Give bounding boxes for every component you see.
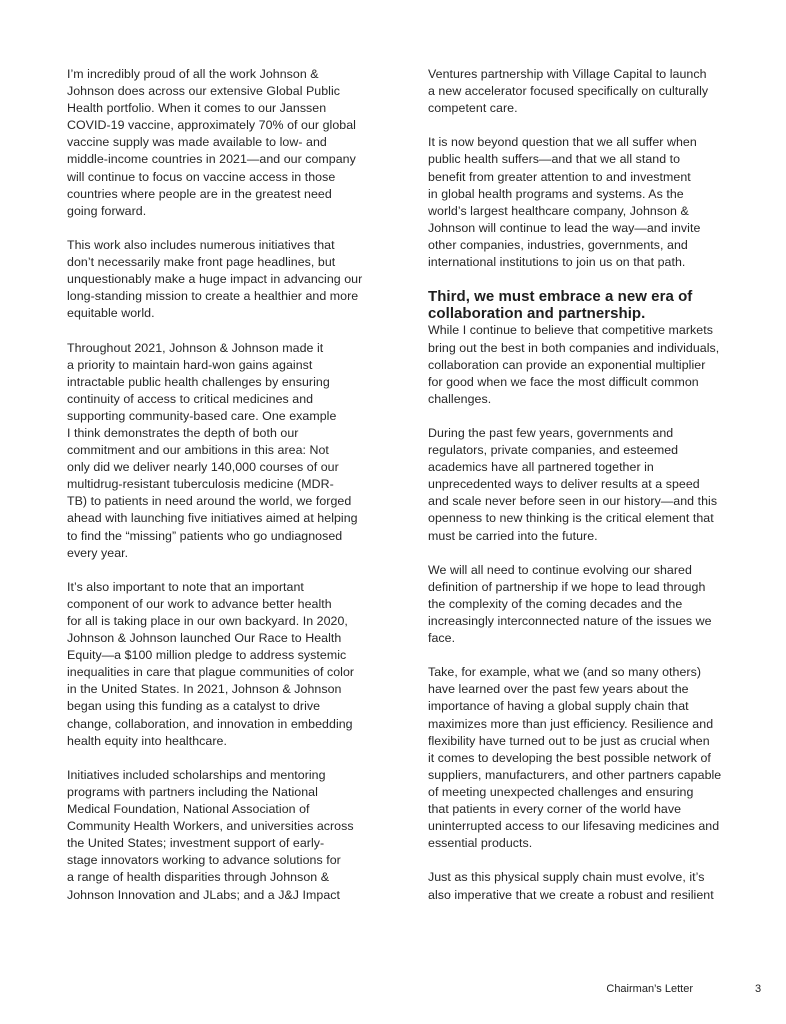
text-line: While I continue to believe that competitive markets bbox=[428, 323, 713, 338]
text-line: vaccine supply was made available to low- and bbox=[67, 135, 327, 150]
text-line: programs with partners including the National bbox=[67, 784, 318, 799]
text-line: Johnson will continue to lead the way—and invite bbox=[428, 220, 701, 235]
text-line: stage innovators working to advance solutions for bbox=[67, 853, 341, 868]
paragraph bbox=[428, 134, 728, 271]
text-line: inequalities in care that plague communities of color bbox=[67, 665, 355, 680]
text-line: definition of partnership if we hope to lead through bbox=[428, 579, 706, 594]
text-line: international institutions to join us on that path. bbox=[428, 255, 686, 270]
text-line: also imperative that we create a robust and resilient bbox=[428, 887, 714, 902]
text-line: suppliers, manufacturers, and other partners capable bbox=[428, 767, 722, 782]
paragraph bbox=[67, 767, 397, 904]
text-line: multidrug-resistant tuberculosis medicine (MDR- bbox=[67, 477, 334, 492]
text-line: equitable world. bbox=[67, 306, 155, 321]
text-line: middle-income countries in 2021—and our company bbox=[67, 152, 356, 167]
text-line: challenges. bbox=[428, 391, 492, 406]
text-line: I think demonstrates the depth of both our bbox=[67, 425, 299, 440]
text-line: countries where people are in the greatest need bbox=[67, 186, 332, 201]
text-line: Ventures partnership with Village Capital to launch bbox=[428, 67, 707, 81]
text-line: health equity into healthcare. bbox=[67, 733, 227, 748]
text-line: to find the “missing” patients who go undiagnosed bbox=[67, 528, 343, 543]
text-line: change, collaboration, and innovation in embedding bbox=[67, 716, 353, 731]
text-line: maximizes more than just efficiency. Resilience and bbox=[428, 716, 714, 731]
text-line: have learned over the past few years about the bbox=[428, 682, 689, 697]
text-line: unquestionably make a huge impact in advancing our bbox=[67, 272, 363, 287]
text-line: a new accelerator focused specifically on culturally bbox=[428, 84, 709, 99]
text-line: commitment and our ambitions in this area: Not bbox=[67, 443, 329, 458]
text-line: don’t necessarily make front page headlines, but bbox=[67, 255, 336, 270]
text-line: This work also includes numerous initiatives that bbox=[67, 237, 335, 252]
paragraph-spacer bbox=[428, 117, 728, 134]
text-line: importance of having a global supply chain that bbox=[428, 699, 689, 714]
text-line: It’s also important to note that an important bbox=[67, 579, 304, 594]
text-line: it comes to developing the best possible network of bbox=[428, 750, 711, 765]
text-line: for good when we face the most difficult common bbox=[428, 374, 699, 389]
text-line: benefit from greater attention to and investment bbox=[428, 169, 691, 184]
left-column bbox=[67, 66, 397, 904]
text-line: must be carried into the future. bbox=[428, 528, 598, 543]
text-line: will continue to focus on vaccine access in those bbox=[67, 169, 336, 184]
text-line: bring out the best in both companies and individuals, bbox=[428, 340, 720, 355]
text-line: We will all need to continue evolving our shared bbox=[428, 562, 692, 577]
text-line: collaboration can provide an exponential multiplier bbox=[428, 357, 706, 372]
text-line: that patients in every corner of the world have bbox=[428, 802, 682, 817]
paragraph bbox=[67, 579, 397, 750]
text-line: Take, for example, what we (and so many others) bbox=[428, 665, 702, 680]
text-line: Equity—a $100 million pledge to address systemic bbox=[67, 648, 347, 663]
text-line: only did we deliver nearly 140,000 courses of our bbox=[67, 460, 339, 475]
right-column bbox=[428, 66, 728, 904]
text-line: COVID-19 vaccine, approximately 70% of our global bbox=[67, 118, 356, 133]
text-line: increasingly interconnected nature of the issues we bbox=[428, 614, 712, 628]
text-line: TB) to patients in need around the world, we forged bbox=[67, 494, 352, 509]
text-line: for all is taking place in our own backyard. In 2020, bbox=[67, 614, 348, 628]
text-line: in global health programs and systems. As the bbox=[428, 186, 684, 201]
text-line: supporting community-based care. One example bbox=[67, 408, 337, 423]
heading-line: Third, we must embrace a new era of bbox=[428, 288, 693, 306]
paragraph bbox=[428, 869, 728, 903]
paragraph-spacer bbox=[428, 545, 728, 562]
text-line: Community Health Workers, and universities across bbox=[67, 819, 354, 834]
text-line: of meeting unexpected challenges and ensuring bbox=[428, 784, 694, 799]
text-line: and scale never before seen in our history—and this bbox=[428, 494, 718, 509]
paragraph-spacer bbox=[67, 562, 397, 579]
paragraph bbox=[428, 66, 728, 117]
section-heading bbox=[428, 288, 728, 322]
text-line: essential products. bbox=[428, 836, 533, 851]
page-number: 3 bbox=[755, 983, 762, 995]
text-line: public health suffers—and that we all stand to bbox=[428, 152, 681, 167]
text-line: Just as this physical supply chain must evolve, it’s bbox=[428, 870, 705, 885]
paragraph bbox=[428, 562, 728, 647]
text-line: a priority to maintain hard-won gains against bbox=[67, 357, 313, 372]
text-line: other companies, industries, governments, and bbox=[428, 237, 688, 252]
text-line: Health portfolio. When it comes to our Janssen bbox=[67, 101, 327, 116]
text-line: I’m incredibly proud of all the work Johnson & bbox=[67, 67, 319, 81]
paragraph bbox=[428, 322, 728, 407]
text-line: During the past few years, governments and bbox=[428, 425, 674, 440]
text-line: began using this funding as a catalyst to drive bbox=[67, 699, 321, 714]
paragraph bbox=[67, 237, 397, 322]
text-line: Johnson & Johnson launched Our Race to Health bbox=[67, 631, 342, 646]
paragraph-spacer bbox=[428, 647, 728, 664]
paragraph-spacer bbox=[428, 271, 728, 288]
text-line: It is now beyond question that we all suffer when bbox=[428, 135, 697, 150]
text-line: Johnson does across our extensive Global Public bbox=[67, 84, 341, 99]
text-line: face. bbox=[428, 631, 456, 646]
paragraph bbox=[428, 425, 728, 545]
text-line: in the United States. In 2021, Johnson & Johnson bbox=[67, 682, 342, 697]
text-line: Initiatives included scholarships and mentoring bbox=[67, 767, 326, 782]
text-line: the complexity of the coming decades and the bbox=[428, 596, 683, 611]
text-line: unprecedented ways to deliver results at a speed bbox=[428, 477, 700, 492]
paragraph-spacer bbox=[428, 408, 728, 425]
footer-section-title: Chairman’s Letter bbox=[606, 983, 693, 995]
paragraph-spacer bbox=[428, 852, 728, 869]
text-line: world’s largest healthcare company, Johnson & bbox=[428, 203, 689, 218]
text-line: openness to new thinking is the critical element that bbox=[428, 511, 714, 526]
paragraph bbox=[67, 66, 397, 220]
text-line: academics have all partnered together in bbox=[428, 460, 654, 475]
text-line: flexibility have turned out to be just as crucial when bbox=[428, 733, 710, 748]
paragraph-spacer bbox=[67, 322, 397, 339]
text-line: going forward. bbox=[67, 203, 147, 218]
text-line: continuity of access to critical medicines and bbox=[67, 391, 314, 406]
text-line: the United States; investment support of early- bbox=[67, 836, 325, 851]
text-line: long-standing mission to create a healthier and more bbox=[67, 289, 359, 304]
text-line: component of our work to advance better health bbox=[67, 596, 332, 611]
text-line: ahead with launching five initiatives aimed at helping bbox=[67, 511, 358, 526]
text-line: every year. bbox=[67, 545, 129, 560]
paragraph-spacer bbox=[67, 750, 397, 767]
text-line: a range of health disparities through Johnson & bbox=[67, 870, 330, 885]
text-line: Johnson Innovation and JLabs; and a J&J Impact bbox=[67, 887, 341, 902]
paragraph bbox=[67, 340, 397, 562]
paragraph-spacer bbox=[67, 220, 397, 237]
text-line: Medical Foundation, National Association of bbox=[67, 802, 310, 817]
text-line: regulators, private companies, and esteemed bbox=[428, 443, 679, 458]
text-line: competent care. bbox=[428, 101, 518, 116]
heading-line: collaboration and partnership. bbox=[428, 305, 646, 323]
paragraph bbox=[428, 664, 728, 852]
text-line: intractable public health challenges by ensuring bbox=[67, 374, 330, 389]
text-line: uninterrupted access to our lifesaving medicines and bbox=[428, 819, 720, 834]
text-line: Throughout 2021, Johnson & Johnson made it bbox=[67, 340, 324, 355]
